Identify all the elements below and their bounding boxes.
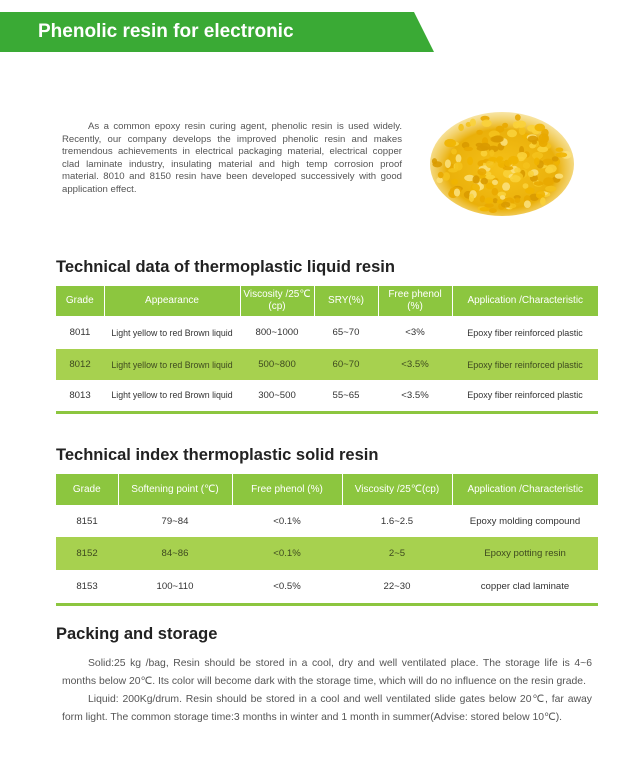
col-header-application: Application /Characteristic: [452, 474, 598, 505]
resin-granule: [555, 174, 563, 179]
viscosity-cell: 1.6~2.5: [380, 515, 414, 527]
resin-granule: [464, 147, 473, 151]
col-header-free-phenol: Free phenol (%): [232, 474, 342, 505]
resin-granule: [540, 197, 546, 205]
resin-granule: [470, 119, 476, 127]
application-cell: copper clad laminate: [452, 570, 598, 604]
resin-granule: [497, 200, 503, 204]
resin-granule: [489, 208, 497, 213]
col-header-appearance: Appearance: [104, 286, 240, 316]
grade-cell: 8152: [56, 537, 118, 570]
resin-granule: [519, 127, 526, 135]
resin-granule: [524, 200, 531, 208]
viscosity-cell: 2~5: [342, 537, 452, 570]
application-cell: Epoxy potting resin: [452, 537, 598, 570]
resin-granule: [467, 157, 473, 165]
solid-resin-table: [56, 474, 598, 606]
grade-cell: 8153: [56, 570, 118, 604]
resin-granule: [484, 197, 493, 203]
col-header-grade: Grade: [56, 286, 104, 316]
packing-text: [62, 655, 592, 727]
resin-granule: [556, 152, 568, 157]
resin-granule: [491, 136, 503, 142]
resin-granule: [454, 189, 460, 197]
table-header-row: [56, 474, 598, 505]
resin-granule: [534, 158, 539, 166]
resin-granule: [525, 187, 535, 194]
resin-granule: [455, 162, 463, 171]
resin-granule: [482, 120, 492, 127]
resin-granule: [451, 179, 458, 185]
col-header-application: Application /Characteristic: [452, 286, 598, 316]
table-row: [56, 570, 598, 604]
resin-granule: [535, 124, 546, 132]
col-header-viscosity: Viscosity /25℃(cp): [240, 286, 314, 316]
softening-point-cell: 100~110: [118, 570, 232, 604]
resin-granule: [528, 171, 534, 178]
resin-granule: [537, 146, 548, 152]
resin-granule: [510, 175, 521, 182]
sry-cell: 55~65: [314, 380, 378, 412]
resin-granule: [536, 194, 543, 198]
application-cell: Epoxy fiber reinforced plastic: [467, 327, 583, 338]
appearance-cell: Light yellow to red Brown liquid: [104, 380, 240, 412]
viscosity-cell: 800~1000: [255, 327, 299, 338]
viscosity-cell: 300~500: [240, 380, 314, 412]
resin-granule: [451, 149, 457, 155]
resin-granule: [516, 121, 527, 128]
packing-title: Packing and storage: [56, 625, 218, 643]
resin-granule: [556, 148, 564, 152]
resin-granule: [481, 178, 488, 185]
resin-granule: [523, 162, 530, 169]
col-header-softening-point: Softening point (℃): [118, 474, 232, 505]
intro-paragraph: As a common epoxy resin curing agent, phenolic resin is used widely. Recently, our company develops the improved phenolic resin and makes tremendous achievements in electrical packaging material, electrical copper clad laminate industry, insulating material and high temp corrosion proof material. 8010 and 8150 resin have been developed successively with good application effect.: [62, 121, 402, 195]
resin-granule: [515, 114, 521, 120]
resin-granule: [504, 160, 512, 167]
sry-cell: 65~70: [332, 327, 360, 338]
resin-granule: [543, 177, 554, 186]
table-header-row: [56, 286, 598, 316]
free-phenol-cell: <3.5%: [378, 349, 452, 380]
resin-granule: [517, 152, 527, 159]
grade-cell: 8151: [76, 515, 98, 527]
free-phenol-cell: <0.1%: [232, 537, 342, 570]
col-header-viscosity: Viscosity /25℃(cp): [342, 474, 452, 505]
table-row: [56, 349, 598, 380]
resin-granule: [477, 168, 486, 175]
resin-granule: [444, 139, 456, 147]
resin-granule: [443, 172, 450, 181]
application-cell: Epoxy fiber reinforced plastic: [452, 380, 598, 412]
liquid-table-title: Technical data of thermoplastic liquid resin: [56, 258, 395, 276]
resin-granule: [477, 146, 489, 151]
resin-granule: [503, 166, 514, 170]
resin-granule: [486, 161, 495, 169]
appearance-cell: Light yellow to red Brown liquid: [111, 327, 233, 338]
solid-storage-paragraph: Solid:25 kg /bag, Resin should be stored in a cool, dry and well ventilated place. The storage life is 4~6 months below 20℃. Its color will become dark with the storage time, which will do no influence on the resin grade.: [62, 658, 592, 687]
resin-granule: [492, 180, 498, 185]
col-header-grade: Grade: [56, 474, 118, 505]
resin-granule: [545, 186, 556, 192]
resin-granule: [476, 130, 483, 135]
resin-granule: [432, 158, 437, 164]
application-cell: Epoxy molding compound: [469, 515, 581, 527]
free-phenol-cell: <0.5%: [232, 570, 342, 604]
table-row: [56, 316, 598, 349]
softening-point-cell: 79~84: [161, 515, 189, 527]
liquid-resin-table: [56, 286, 598, 414]
resin-granule: [492, 188, 499, 196]
resin-granule: [458, 124, 464, 131]
title-banner: [0, 12, 434, 52]
resin-granule: [445, 159, 451, 168]
table-row: [56, 537, 598, 570]
free-phenol-cell: <3.5%: [378, 380, 452, 412]
resin-granule: [528, 136, 539, 143]
grade-cell: 8013: [56, 380, 104, 412]
grade-cell: 8011: [69, 327, 91, 338]
solid-table-title: Technical index thermoplastic solid resin: [56, 446, 379, 464]
resin-granule: [480, 195, 485, 202]
col-header-sry: SRY(%): [314, 286, 378, 316]
col-header-free-phenol: Free phenol (%): [378, 286, 452, 316]
resin-granule: [484, 203, 494, 207]
application-cell: Epoxy fiber reinforced plastic: [452, 349, 598, 380]
resin-granule: [545, 167, 553, 174]
resin-granule: [489, 150, 494, 157]
resin-granule: [514, 167, 520, 173]
table-row: [56, 505, 598, 537]
resin-granules-image: [418, 98, 586, 226]
page-title: Phenolic resin for electronic: [38, 21, 294, 42]
resin-granule: [473, 175, 480, 184]
resin-granule: [488, 157, 497, 162]
table-row: [56, 380, 598, 412]
resin-granule: [500, 195, 505, 200]
resin-granule: [438, 172, 444, 178]
viscosity-cell: 500~800: [240, 349, 314, 380]
sry-cell: 60~70: [314, 349, 378, 380]
appearance-cell: Light yellow to red Brown liquid: [104, 349, 240, 380]
resin-granule: [480, 207, 490, 211]
resin-granule: [502, 182, 510, 190]
viscosity-cell: 22~30: [342, 570, 452, 604]
free-phenol-cell: <0.1%: [273, 515, 301, 527]
resin-granule: [515, 197, 521, 203]
resin-granule: [533, 181, 543, 185]
resin-granule: [436, 177, 442, 183]
resin-granule: [481, 150, 488, 156]
liquid-storage-paragraph: Liquid: 200Kg/drum. Resin should be stored in a cool and well ventilated slide gates below 20℃, far away form light. The common storage time:3 months in winter and 1 month in summer(Advise: stored below 10℃).: [62, 694, 592, 723]
grade-cell: 8012: [56, 349, 104, 380]
resin-granule: [456, 154, 462, 162]
resin-granule: [493, 198, 498, 203]
resin-granule: [469, 194, 474, 202]
free-phenol-cell: <3%: [405, 327, 425, 338]
resin-granule: [507, 130, 517, 138]
softening-point-cell: 84~86: [118, 537, 232, 570]
resin-granule: [552, 156, 559, 161]
